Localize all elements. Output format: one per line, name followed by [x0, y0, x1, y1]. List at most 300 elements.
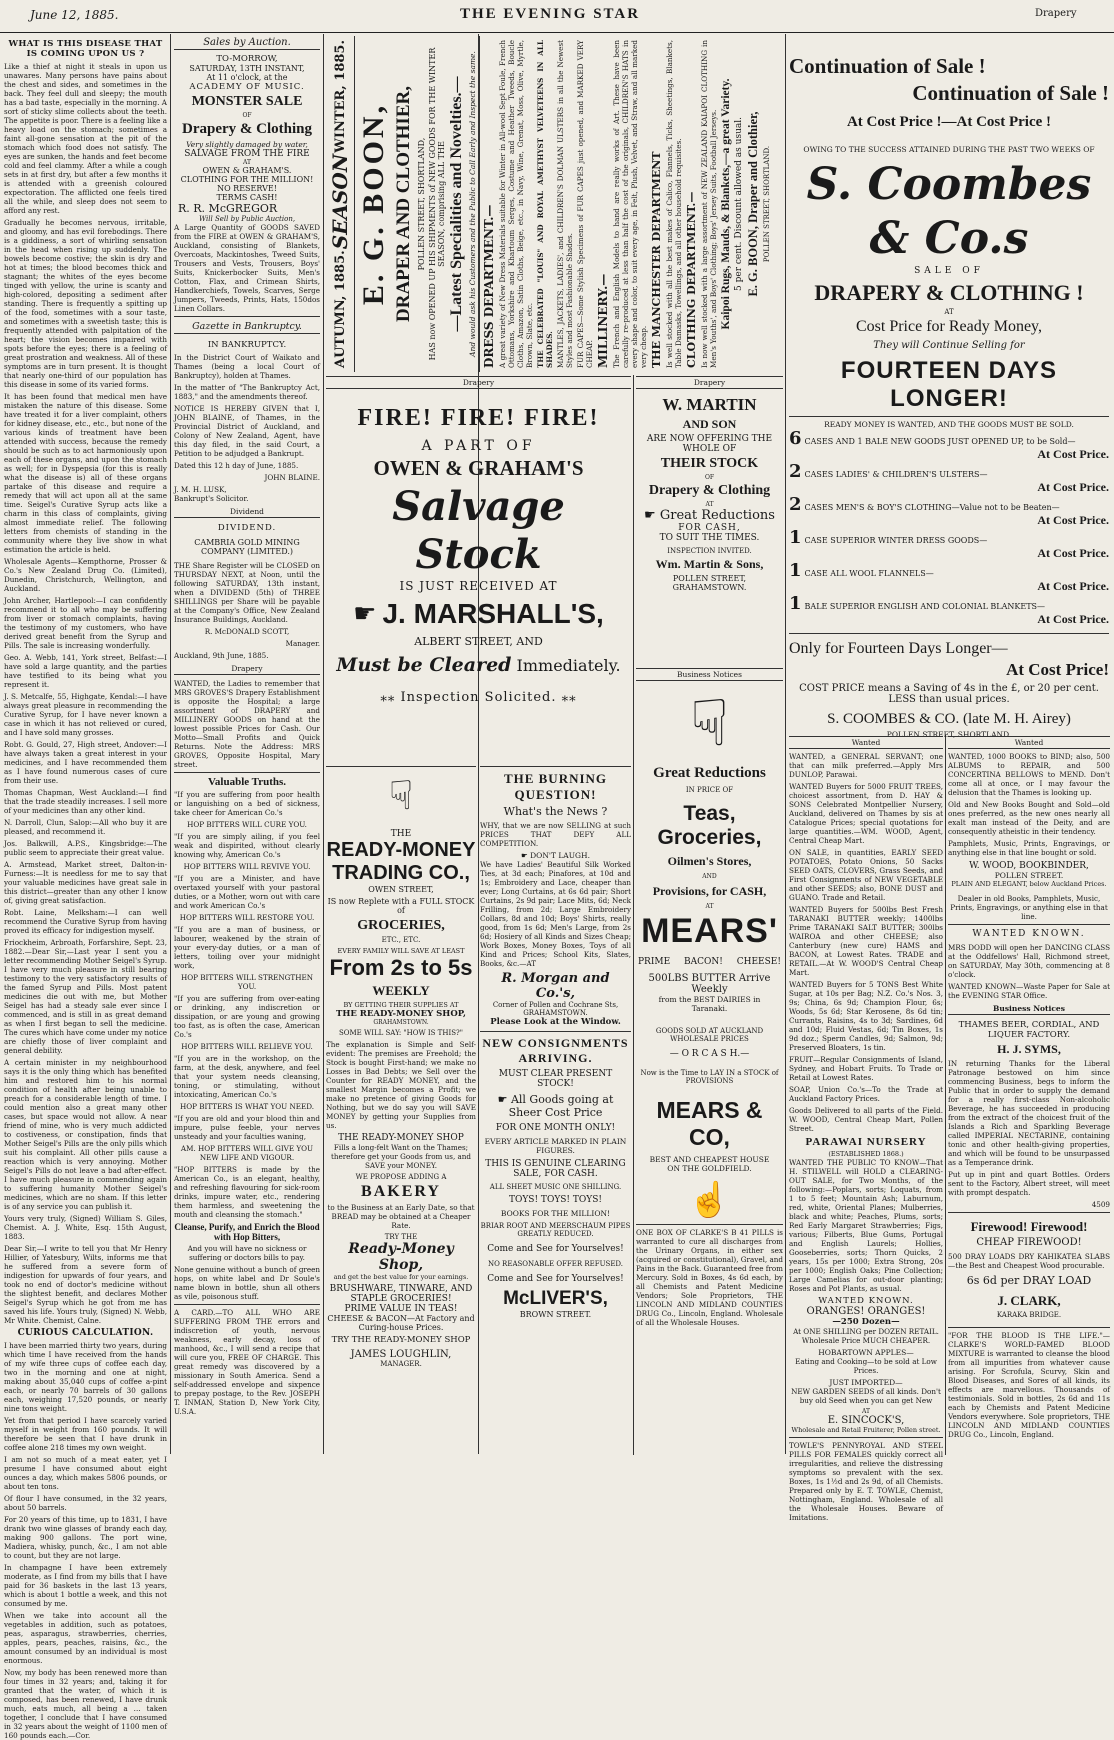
dividend-date: Auckland, 9th June, 1885.: [174, 651, 269, 660]
mears-butter: 500LBS BUTTER Arrive Weekly: [648, 973, 771, 995]
lot-number: 1: [789, 560, 802, 581]
martin-cash: FOR CASH,: [678, 523, 741, 533]
rm-bakery-text: to the Business at an Early Date, so that BREAD may be obtained at a Cheaper Rate.: [327, 1203, 475, 1230]
rm-bakery: BAKERY: [361, 1183, 441, 1200]
drapery-word: Drapery: [181, 121, 237, 137]
coombes-continuation2: Continuation of Sale !: [912, 81, 1109, 105]
cleanse-heading: Cleanse, Purify, and Enrich the Blood with Hop Bitters,: [174, 1222, 320, 1242]
testimonial: Thomas Chapman, West Auckland:—I find that the trade steadily increases. I sell more of your medicines than any other kind.: [4, 788, 167, 815]
martin-stock: THEIR STOCK: [660, 456, 759, 471]
at-word: AT: [861, 1408, 870, 1415]
coombes-name: S. Coombes & Co.s: [806, 159, 1092, 264]
calculation-title: CURIOUS CALCULATION.: [17, 1328, 154, 1338]
column-auctions: Sales by Auction. TO-MORROW, SATURDAY, 13TH INSTANT, At 11 o'clock, at the ACADEMY OF MUSIC. MONSTER SALE OF Drapery & Clothing Very slightly damaged by water, SALVAGE FROM THE FIRE AT OWEN & GRAHAM'S. CLOTHING FOR THE MILLION! NO RESERVE! TERMS CASH! R. R. McGREGOR Will Sell by Public Auction, A Large Quantity of GOODS SAVED from the FIRE at OWEN & GRAHAM'S, Auckland, consisting of Blankets, Overcoats, Mackintoshes, Tweed Suits, Trousers and Vests, Trousers, Boys' Suits, Knickerbocker Suits, Men's Cotton, Flax, and Crimean Shirts, Handkerchiefs, Towels, Scarves, Serge Jumpers, Tweeds, Prints, Hats, 150dos Linen Collars. Gazette in Bankruptcy. IN BANKRUPTCY. In the District Court of Waikato and Thames (being a local Court of Bankruptcy), holden at Thames. In the matter of "The Bankruptcy Act, 1883," and the amendments thereof. NOTICE IS HEREBY GIVEN that I, JOHN BLAINE, of Thames, in the Provincial District of Auckland, and Colony of New Zealand, Agent, have this day filed, in the said Court, a Petition to be adjudged a Bankrupt. Dated this 12 h day of June, 1885. JOHN BLAINE. J. M. H. LUSK, Bankrupt's Solicitor. Dividend DIVIDEND. CAMBRIA GOLD MINING COMPANY (LIMITED.) THE Share Register will be CLOSED on THURSDAY NEXT, at Noon, until the following SATURDAY, 13th instant, when a DIVIDEND (5th) of THREE SHILLINGS per Share will be payable at the Company's Office, New Zealand Insurance Buildings, Auckland. R. McDONALD SCOTT, Manager. Auckland, 9th June, 1885. Drapery WANTED, the Ladies to remember that MRS GROVES'S Drapery Establishment is opposite the Hospital; a large assortment of DRAPERY and MILLINERY GOODS on hand at the lowest possible Prices for Cash. Our Motto—Small Profits and Quick Returns. Note the Address: MRS GROVES, Opposite Hospital, Mary street. Valuable Truths. "If you are suffering from poor health or languishing on a bed of sickness, take cheer for American Co.'s HOP BITTERS WILL CURE YOU. "If you are simply ailing, if you feel weak and dispirited, without clearly knowing why, American Co.'s HOP BITTERS WILL REVIVE YOU. "If you are a Minister, and have overtaxed yourself with your pastoral duties, or a Mother, worn out with care and work American Co.'s HOP BITTERS WILL RESTORE YOU. "If you are a man of business, or labourer, weakened by the strain of your every-day duties, or a man of letters, toiling over your midnight work, HOP BITTERS WILL STRENGTHEN YOU. "If you are suffering from over-eating or drinking, any indiscretion or dissipation, or are young and growing too fast, as is often the case, American Co.'s HOP BITTERS WILL RELIEVE YOU. "If you are in the workshop, on the farm, at the desk, anywhere, and feel that your system needs cleansing, toning, or stimulating, without intoxicating, American Co.'s HOP BITTERS IS WHAT YOU NEED. "If you are old and your blood thin and impure, pulse feeble, your nerves unsteady and your faculties waning, AM. HOP BITTERS WILL GIVE YOU NEW LIFE AND VIGOUR. "HOP BITTERS is made by the American Co., is an elegant, healthy, and refreshing flavouring for sick-room drinks, impure water, etc., rendering them harmless, and sweetening the mouth and cleansing the stomach." Cleanse, Purify, and Enrich the Blood with Hop Bitters, And you will have no sickness or suffering or doctors bills to pay. None genuine without a bunch of green hops, on white label and Dr Soule's name blown in bottle, shun all others as vile, poisonous stuff. A CARD.—TO ALL WHO ARE SUFFERING FROM THE errors and indiscretion of youth, nervous weakness, early decay, loss of manhood, &c., I will send a recipe that will cure you, FREE OF CHARGE. This great remedy was discovered by a missionary in South America. Send a self-addressed envelope and sixpence to prepay postage, to the Rev. JOSEPH T. INMAN, Station D, New York City, U.S.A.: [174, 37, 320, 1416]
lot-number: 1: [789, 593, 802, 614]
auction-description: A Large Quantity of GOODS SAVED from the FIRE at OWEN & GRAHAM'S, Auckland, consisting of Blankets, Overcoats, Mackintoshes, Tweed Suits, Trousers and Vests, Trousers, Boys' Suits, Knickerbocker Suits, Men's Cotton, Flax, and Crimean Shirts, Handkerchiefs, Towels, Scarves, Serge Jumpers, Tweeds, Prints, Hats, 150dos Linen Collars.: [174, 223, 320, 313]
rm-try: TRY THE: [384, 1233, 418, 1241]
testimonial: A certain minister in my neighbourhood says it is the only thing which has benefited him and restored him to his normal condition of health after being unable to preach for a considerable length of time. I could mention also a great many other cases, but space would not allow. A near friend of mine, who is very much addicted to costiveness, or constipation, finds that Mother Seigel's Pills are the only pills which suit his complaint. All other pills cause a reaction which is very annoying. Mother Seigel's Pills do not leave a bad after-effect. I have much pleasure in commending again to suffering humanity Mother Seigel's medicines, which are no sham. If this letter is of any service you can publish it.: [4, 1058, 167, 1211]
coombes-continue: They will Continue Selling for: [873, 340, 1025, 351]
mears-prime: PRIME: [638, 957, 671, 967]
lot-line: [789, 428, 1109, 449]
imported-heading: JUST IMPORTED—: [829, 1378, 903, 1387]
coombes-lot: [789, 560, 1109, 594]
rm-propose: WE PROPOSE ADDING A: [355, 1173, 447, 1181]
coombes-lot: [789, 527, 1109, 561]
boon-latest: —Latest Specialities and Novelties.—: [448, 76, 465, 332]
rm-question: SOME WILL SAY: "HOW IS THIS?": [338, 1029, 463, 1037]
coombes-at-cost: At Cost Price!: [1006, 660, 1109, 679]
martin-reductions: Great Reductions: [659, 508, 775, 523]
mears-lay-in: Now is the Time to LAY IN a STOCK of PROVISIONS: [640, 1069, 779, 1085]
pointing-hand-icon: ☟: [388, 773, 414, 819]
burn-figures: EVERY ARTICLE MARKED IN PLAIN FIGURES.: [484, 1137, 627, 1155]
hop-bitters-text: "If you are suffering from over-eating or drinking, any indiscretion or dissipation, or are young and growing too fast, as is often the case, American Co.'s: [174, 994, 320, 1039]
waste-paper: WANTED KNOWN—Waste Paper for Sale at the EVENING STAR Office.: [948, 982, 1110, 1000]
mears-name: MEARS': [641, 912, 778, 950]
burn-corner: Corner of Pollen and Cochrane Sts, GRAHAMSTOWN.: [492, 1001, 619, 1017]
burn-window: Please Look at the Window.: [490, 1017, 621, 1027]
mears-provisions: Provisions, for CASH,: [652, 884, 767, 898]
coombes-drapery: DRAPERY & CLOTHING !: [814, 280, 1084, 305]
immediately: Immediately.: [516, 656, 621, 675]
fruit-notice: FRUIT—Regular Consignments of Island, Sydney, and Hobart Fruits. To Trade or Retail at Lowest Rates.: [789, 1055, 943, 1082]
hop-bitters-claim: HOP BITTERS WILL CURE YOU.: [187, 820, 307, 829]
wanted-column-2: [948, 736, 1110, 1457]
firewood-heading: Firewood! Firewood!: [970, 1219, 1088, 1234]
martin-times: TO SUIT THE TIMES.: [659, 533, 760, 543]
asterisk-icon: ⁎⁎: [380, 690, 396, 705]
lot-description: BALE SUPERIOR ENGLISH AND COLONIAL BLANKETS—: [804, 602, 1046, 611]
lot-description: CASES MEN'S & BOY'S CLOTHING—Value not to be Beaten—: [804, 503, 1060, 512]
coombes-cost-price: At Cost Price !—At Cost Price !: [846, 114, 1052, 130]
boon-footer: E. G. BOON, Draper and Clothier,: [746, 111, 760, 297]
rm-shop3: Ready-Money Shop,: [348, 1241, 454, 1273]
dancing-class: MRS DODD will open her DANCING CLASS at the Oddfellows' Hall, Richmond street, on SATURDAY, May 30th, commencing at 8 o'clock.: [948, 943, 1110, 979]
pointing-hand-icon: ☛: [353, 599, 377, 629]
boon-kaiapoi: Kaipoi Rugs, Mauds, & Blankets,—a great Variety.: [720, 78, 732, 330]
apples-heading: HOBARTOWN APPLES—: [818, 1348, 914, 1357]
lot-cost-price: At Cost Price.: [1037, 513, 1109, 527]
lot-description: CASE SUPERIOR WINTER DRESS GOODS—: [804, 536, 988, 545]
lot-number: 1: [789, 527, 802, 548]
column-rule: [633, 375, 634, 1455]
boon-opening: HAS now OPENED UP HIS SHIPMENTS of NEW GOODS FOR THE WINTER SEASON, comprising ALL THE: [428, 47, 446, 361]
rm-explanation: The explanation is Simple and Self-evident: The premises are Freehold; the Stock is bought First-hand; we make no Losses in Bad Debts; we Sell over the Counter for READY MONEY, and the smallest Margin becomes a Profit; we make no pretence of giving Goods for Nothing, but we do say you will SAVE MONEY by getting your Supplies from us.: [326, 1040, 476, 1130]
testimonial: N. Darroll, Clun, Salop:—All who buy it are pleased, and recommend it.: [4, 818, 167, 836]
pointing-hand-icon: ☛: [644, 508, 656, 523]
burn-pipes: BRIAR ROOT AND MEERSCHAUM PIPES GREATLY REDUCED.: [480, 1222, 631, 1238]
bankruptcy-notice: NOTICE IS HEREBY GIVEN that I, JOHN BLAINE, of Thames, in the Provincial District of Auckland, and Colony of New Zealand, Agent, have this day filed, in the said Court, a Petition to be adjudged a Bankrupt.: [174, 404, 320, 458]
auction-day: TO-MORROW,: [216, 54, 278, 64]
lot-line: [789, 461, 1109, 482]
testimonial: John Archer, Hartlepool:—I can confidently recommend it to all who may be suffering from liver or stomach complaints, having the testimony of my customers, who have derived great benefit from the Syrup and Pills. The sale is increasing wonderfully.: [4, 596, 167, 650]
rm-want: Fills a long-felt Want on the Thames; therefore get your Goods from us, and SAVE your MONEY.: [330, 1143, 472, 1170]
bookbinder-name: W. WOOD, BOOKBINDER,: [969, 861, 1089, 871]
masthead: [0, 0, 1114, 33]
rm-manager-name: JAMES LOUGHLIN,: [350, 1349, 452, 1360]
boon-velvet: THE CELEBRATED "LOUIS" AND ROYAL AMETHYST VELVETEENS IN ALL SHADES.: [536, 40, 554, 368]
issue-date: June 12, 1885.: [30, 8, 119, 22]
article-paragraph: Like a thief at night it steals in upon us unawares. Many persons have pains about the chest and sides, and sometimes in the back. They feel dull and sleepy; the mouth has a bad taste, especially in the morning. A sort of sticky slime collects about the teeth. The appetite is poor. There is a feeling like a heavy load on the stomach; sometimes a faint all-gone sensation at the pit of the stomach which food does not satisfy. The eyes are sunken, the hands and feet become cold and feel clammy. After a while a cough sets in at first dry, but after a few months it is attended with a greenish coloured expectoration. The afflicted one feels tired all the while, and sleep does not seem to afford any rest.: [4, 62, 167, 215]
mears-or-cash: — O R C A S H.—: [669, 1049, 750, 1059]
section-heading: Wanted: [789, 737, 943, 749]
calculation-paragraph: I have been married thirty two years, during which time I have received from the hands of my wife three cups of coffee each day, two in the morning and one at night, making about 35,040 cups of coffee a-pint each, or nearly 70 barrels of 30 gallons each, weighing 17,520 pounds, or nearly nine tons weight.: [4, 1341, 167, 1413]
coombes-ready-money: Cost Price for Ready Money,: [855, 318, 1043, 335]
testimonial: Jos. Balkwill, A.P.S., Kingsbridge:—The public seem to appreciate their great value.: [4, 839, 167, 857]
hop-bitters-text: "If you are in the workshop, on the farm, at the desk, anywhere, and feel that your system needs cleansing, toning, or stimulating, without intoxicating, American Co.'s: [174, 1054, 320, 1099]
rm-price: From 2s to 5s: [329, 955, 473, 980]
fire-received: IS JUST RECEIVED AT: [399, 579, 558, 593]
mears-best: BEST AND CHEAPEST HOUSE: [649, 1155, 770, 1164]
boon-clothing-text: Is now well stocked with a large assortment of NEW ZEALAND KAIAPOI CLOTHING in Men's Youths', and Boys' Clothing; Boys' Jersey Suits, Football Jerseys.: [700, 40, 718, 368]
lot-cost-price: At Cost Price.: [1037, 546, 1109, 560]
boon-manchester-heading: THE MANCHESTER DEPARTMENT: [650, 151, 663, 368]
apples-text: Eating and Cooking—to be sold at Low Prices.: [795, 1357, 937, 1375]
must-be-cleared: Must be Cleared: [336, 654, 512, 676]
boon-clothing-heading: CLOTHING DEPARTMENT.—: [685, 191, 698, 368]
burn-title: THE BURNING QUESTION!: [503, 771, 608, 802]
auction-reserve: NO RESERVE!: [217, 184, 277, 193]
martin-drapery: Drapery & Clothing: [648, 483, 771, 498]
calculation-paragraph: I am not so much of a meat eater, yet I presume I have consumed about eight ounces a day, which makes 5806 pounds, or about ten tons.: [4, 1455, 167, 1491]
rm-etc: ETC., ETC.: [381, 936, 421, 944]
wanted-known-heading: WANTED KNOWN.: [972, 929, 1086, 939]
martin-of: OF: [704, 474, 715, 481]
mears-cheese: CHEESE!: [736, 957, 781, 967]
testimonial: A. Armstead, Market street, Dalton-in-Furness:—It is needless for me to say that your valuable medicines have great sale in this district—greater than any other I know of, giving great satisfaction.: [4, 860, 167, 905]
dividend-manager: R. McDONALD SCOTT,: [204, 627, 290, 636]
card-ad: A CARD.—TO ALL WHO ARE SUFFERING FROM THE errors and indiscretion of youth, nervous weakness, early decay, loss of manhood, &c., I will send a recipe that will cure you, FREE OF CHARGE. This great remedy was discovered by a missionary in South America. Send a self-addressed envelope and sixpence to prepay postage, to the Rev. JOSEPH T. INMAN, Station D, New York City, U.S.A.: [174, 1308, 320, 1416]
rm-title: READY-MONEY: [326, 839, 476, 861]
article-paragraph: Gradually he becomes nervous, irritable, and gloomy, and has evil forebodings. There is a giddiness, a sort of whirling sensation in the head when rising up suddenly. The bowels become costive; the skin is dry and hot at times; the blood becomes thick and stagnant; the whites of the eyes become tinged with yellow, the urine is scanty and high-colored, depositing a sediment after standing. There is frequently a spitting up of the food, sometimes with a sour taste, and sometimes with a sweetish taste; this is frequently attended with palpitation of the heart; the vision becomes impaired with spots before the eyes; there is a feeling of great prostration and weakness. All of these symptoms are in turn present. It is thought that nearly one-third of our population has this disease in some of its varied forms.: [4, 218, 167, 389]
burn-come: Come and See for Yourselves!: [487, 1244, 624, 1254]
section-label: Drapery: [1035, 8, 1077, 19]
oranges-quantity: —250 Dozen—: [832, 1317, 900, 1327]
boon-millinery-heading: MILLINERY.—: [596, 273, 610, 368]
mears-price: IN PRICE OF: [685, 786, 734, 794]
wanted-known-heading: WANTED KNOWN.: [818, 1296, 914, 1306]
coombes-saving: COST PRICE means a Saving of 4s in the £, or 20 per cent. LESS than usual prices.: [799, 683, 1099, 705]
burn-news: What's the News ?: [503, 805, 608, 818]
rm-stock: IS now Replete with a FULL STOCK of: [327, 897, 475, 915]
auctioneer-name: R. R. McGREGOR: [178, 202, 278, 215]
factory-title: THAMES BEER, CORDIAL, AND LIQUER FACTORY.: [958, 1020, 1100, 1040]
hop-bitters-text: "If you are a Minister, and have overtaxed yourself with your pastoral duties, or a Mother, worn out with care and work American Co.'s: [174, 874, 320, 910]
lot-line: [789, 593, 1109, 614]
boon-footer-address: POLLEN STREET, SHORTLAND.: [763, 145, 771, 263]
article-title: WHAT IS THIS DISEASE THAT IS COMING UPON US ?: [8, 39, 163, 59]
martin-town: GRAHAMSTOWN.: [672, 583, 747, 592]
hop-bitters-text: "If you are simply ailing, if you feel weak and dispirited, without clearly knowing why, American Co.'s: [174, 832, 320, 859]
solicitor-role: Bankrupt's Solicitor.: [174, 494, 249, 503]
lot-cost-price: At Cost Price.: [1037, 447, 1109, 461]
martin-son: AND SON: [682, 417, 737, 431]
coombes-footer: S. COOMBES & CO. (late M. H. Airey): [827, 711, 1071, 727]
coombes-owing: OWING TO THE SUCCESS ATTAINED DURING THE PAST TWO WEEKS OF: [803, 145, 1095, 154]
hop-bitters-claim: HOP BITTERS WILL STRENGTHEN YOU.: [180, 973, 314, 991]
coombes-at: AT: [944, 308, 954, 316]
rm-title2: TRADING CO.,: [332, 862, 470, 884]
rm-town: GRAHAMSTOWN.: [373, 1019, 429, 1026]
cleanse-sub: And you will have no sickness or suffering or doctors bills to pay.: [187, 1244, 307, 1262]
firewood-price: 6s 6d per DRAY LOAD: [966, 1274, 1092, 1287]
sincock-name: E. SINCOCK'S,: [827, 1415, 905, 1426]
on-sale-seeds: ON SALE, in quantities, EARLY SEED POTATOES, Potato Onions, 50 Sacks SEED OATS, CLOVERS, Grass Seeds, and First Consignments of NEW VEGETABLE and other SEEDS; also, BONE DUST and GUANO. Trade and Retail.: [789, 848, 943, 902]
boon-trade: DRAPER AND CLOTHIER,: [393, 86, 414, 322]
column-rule: [323, 34, 324, 1454]
salvage-line: SALVAGE FROM THE FIRE: [184, 149, 310, 159]
clark-name: J. CLARK,: [997, 1293, 1061, 1308]
fire-ad: [326, 376, 631, 763]
hop-bitters-claim: AM. HOP BITTERS WILL GIVE YOU NEW LIFE AND VIGOUR.: [180, 1144, 314, 1162]
fire-headline: FIRE! FIRE! FIRE!: [357, 405, 600, 431]
coombes-lots: [789, 428, 1109, 627]
clark-address: KARAKA BRIDGE.: [996, 1311, 1062, 1319]
hop-bitters-text: "If you are a man of business, or labourer, weakened by the strain of your every-day duties, or a man of letters, toiling over your midnight work,: [174, 925, 320, 970]
calculation-paragraph: When we take into account all the vegetables in addition, such as potatoes, peas, asparagus, strawberries, cherries, apples, pears, peaches, raisins, &c., the amount consumed by an individual is most enormous.: [4, 1611, 167, 1665]
coombes-lot: [789, 593, 1109, 627]
hop-bitters-text: "If you are old and your blood thin and impure, pulse feeble, your nerves unsteady and your faculties waning,: [174, 1114, 320, 1141]
section-heading: Drapery: [174, 663, 320, 675]
burn-goods: All Goods going at Sheer Cost Price: [508, 1093, 614, 1119]
burn-books: BOOKS FOR THE MILLION!: [500, 1209, 611, 1218]
dividend-notice: THE Share Register will be CLOSED on THURSDAY NEXT, at Noon, until the following SATURDAY, 13th instant, when a DIVIDEND (5th) of THREE SHILLINGS per Share will be payable at the Company's Office, New Zealand Insurance Buildings, Auckland.: [174, 561, 320, 624]
lot-description: CASES LADIES' & CHILDREN'S ULSTERS—: [804, 470, 988, 479]
boon-dress-heading: DRESS DEPARTMENT.—: [482, 204, 496, 368]
martin-name: W. MARTIN: [662, 395, 757, 414]
lot-line: [789, 494, 1109, 515]
testimonial: J. S. Metcalfe, 55, Highgate, Kendal:—I have always great pleasure in recommending the Curative Syrup, for I have never known a case in which it has not relieved or cured, and I have sold many grosses.: [4, 692, 167, 737]
seeds-text: NEW GARDEN SEEDS of all kinds. Don't buy old Seed when you can get New: [791, 1387, 941, 1405]
coombes-continuation: Continuation of Sale !: [789, 54, 986, 78]
oranges-heading: ORANGES! ORANGES!: [806, 1306, 926, 1317]
testimonial: Dear Sir,—I write to tell you that Mr Henry Hillier, of Yatesbury, Wilts, informs me that he suffered from a severe form of indigestion for upwards of four years, and took no end of doctor's medicine without the slightest benefit, and declares Mother Seigel's Syrup which he got from me has saved his life. Yours truly, (Signed) N. Webb, Mr White. Chemist, Calne.: [4, 1244, 167, 1325]
column-rule: [170, 34, 171, 1454]
mears-at: AT: [705, 903, 714, 910]
column-rule: [945, 735, 946, 1455]
hop-bitters-claim: HOP BITTERS WILL RELIEVE YOU.: [181, 1042, 313, 1051]
lot-description: CASE ALL WOOL FLANNELS—: [804, 569, 934, 578]
dividend-heading: DIVIDEND.: [217, 523, 277, 533]
boon-fur: FUR CAPES—Some Stylish Specimens of FUR CAPES just opened, and MARKED VERY CHEAP.: [576, 40, 594, 368]
calculation-paragraph: Of flour I have consumed, in the 32 years, about 50 barrels.: [4, 1494, 167, 1512]
auction-of: OF: [242, 112, 252, 119]
burn-morgan: R. Morgan and Co.'s,: [501, 971, 610, 1001]
books-bought: Old and New Books Bought and Sold—old ones preferred, as the new ones nearly all exalt man instead of the Deity, and are consequently atheistic in their tendency.: [948, 800, 1110, 836]
rm-supplies: BY GETTING THEIR SUPPLIES AT: [343, 1001, 459, 1009]
towles-pills-ad: TOWLE'S PENNYROYAL AND STEEL PILLS FOR FEMALES quickly correct all irregularities, and relieve the distressing symptoms so prevalent with the sex. Boxes, 1s 1½d and 2s 9d, of all Chemists. Prepared only by E. T. TOWLE, Chemist, Nottingham, England. Wholesale of all the Wholesale Houses. Beware of Imitations.: [789, 1441, 943, 1522]
rm-try2: TRY THE READY-MONEY SHOP: [331, 1335, 471, 1345]
testimonial: Geo. A. Webb, 141, York street, Belfast:—I have sold a large quantity, and the parties have testified to its being what you represent it.: [4, 653, 167, 689]
lot-cost-price: At Cost Price.: [1037, 480, 1109, 494]
wanted-servant: WANTED, a GENERAL SERVANT; one that can milk preferred.—Apply Mrs DUNLOP, Parawai.: [789, 752, 943, 779]
firewood-cheap: CHEAP FIREWOOD!: [976, 1237, 1082, 1248]
martin-street: POLLEN STREET,: [672, 574, 747, 583]
boon-millinery-text: The French and English Models to hand are really works of Art. These have been carefully re-produced at less than half the cost of the originals, CHILDREN'S HATS in every shape and color, to suit every age, in Felt, Plush, Velvet, and Straw, and all marked very cheap.: [612, 40, 648, 368]
boon-winter: WINTER, 1885.: [332, 40, 348, 153]
mears-bacon: BACON!: [684, 957, 723, 967]
section-heading: Drapery: [326, 377, 631, 389]
testimonial: Robt. Laine, Melksham:—I can well recommend the Curative Syrup from having proved its efficacy for indigestion myself.: [4, 908, 167, 935]
mears-wholesale: GOODS SOLD AT AUCKLAND WHOLESALE PRICES: [655, 1027, 764, 1043]
lot-number: 6: [789, 428, 802, 449]
burn-laugh: DON'T LAUGH.: [530, 851, 590, 860]
mears-oilmen: Oilmen's Stores,: [667, 854, 752, 868]
sincock-desc: Wholesale and Retail Fruiterer, Pollen street.: [791, 1426, 941, 1434]
firewood-text: 500 DRAY LOADS DRY KAHIKATEA SLABS—the Best and Cheapest Wood procurable.: [948, 1252, 1110, 1270]
auction-venue: ACADEMY OF MUSIC.: [189, 82, 305, 92]
lot-line: [789, 527, 1109, 548]
boon-discount: 5 per cent. Discount allowed as usual.: [734, 117, 744, 291]
pointing-hand-icon: ☛: [521, 851, 528, 860]
martin-firm: Wm. Martin & Sons,: [655, 557, 764, 571]
article-paragraph: It has been found that medical men have mistaken the nature of this disease. Some have treated it for a liver complaint, others for kidney disease, etc., etc., but none of the various kinds of treatment have been attended with success, because the remedy should be such as to act harmoniously upon each of these organs, and upon the stomach as well; for in Dyspepsia (for this is really what the disease is) all of these organs partake of this disease and require a remedy that will act upon all at the same time. Seigel's Curative Syrup acts like a charm in this class of complaints, giving almost immediate relief. The following letters from chemists of standing in the community where they live show in what estimation the article is held.: [4, 392, 167, 554]
pointing-hand-icon: ☝: [688, 1180, 731, 1220]
auction-date: SATURDAY, 13TH INSTANT,: [189, 64, 305, 73]
bookbinder-dealer: Dealer in old Books, Pamphlets, Music, Prints, Engravings, or anything else in that line.: [950, 894, 1108, 921]
rm-street: OWEN STREET,: [368, 885, 434, 894]
dividend-company: CAMBRIA GOLD MINING COMPANY (LIMITED.): [194, 538, 300, 556]
fire-subhead: A PART OF: [421, 438, 536, 454]
mears-goldfield: ON THE GOLDFIELD.: [667, 1164, 752, 1173]
mcliver-address: BROWN STREET.: [519, 1310, 592, 1319]
auction-headline: MONSTER SALE: [191, 94, 303, 109]
fire-store: OWEN & GRAHAM'S: [373, 456, 584, 480]
article-paragraph: Wholesale Agents—Kempthorne, Prosser & Co.'s New Zealand Drug Co. (Limited), Dunedin, Christchurch, Wellington, and Auckland.: [4, 557, 167, 593]
coombes-fourteen-days: FOURTEEN DAYS LONGER!: [840, 357, 1058, 412]
bankruptcy-matter: In the matter of "The Bankruptcy Act, 1883," and the amendments thereof.: [174, 383, 320, 401]
bookbinder-street: POLLEN STREET.: [994, 871, 1064, 880]
lot-number: 2: [789, 494, 802, 515]
rm-cheese: CHEESE & BACON—At Factory and Curing-house Prices.: [327, 1314, 475, 1332]
burn-clear: MUST CLEAR PRESENT STOCK!: [498, 1069, 613, 1089]
pointing-hand-icon: ☛: [497, 1093, 508, 1106]
newspaper-title: THE EVENING STAR: [460, 6, 641, 22]
mears-ad: [636, 668, 783, 1457]
syms-orders: Put up in pint and quart Bottles. Orders sent to the Factory, Albert street, will meet with prompt despatch.: [948, 1170, 1110, 1197]
burn-toys: TOYS! TOYS! TOYS!: [508, 1195, 603, 1205]
coombes-ad: [789, 36, 1109, 739]
mears-and: AND: [702, 873, 717, 880]
hop-bitters-text: "HOP BITTERS is made by the American Co., is an elegant, healthy, and refreshing flavouring for sick-room drinks, impure water, etc., rendering them harmless, and sweetening the mouth and cleansing the stomach.": [174, 1165, 320, 1219]
martin-inspection: INSPECTION INVITED.: [667, 547, 752, 555]
nursery-sale: WANTED THE PUBLIC TO KNOW—That H. STILWELL will HOLD a CLEARING-OUT SALE, for Two Months, of the following:—Poplars, sorts; Loquats, from 1 to 5 feet; Mountain Ash; Laburnum, red, white, Oriental Planes; Mulberries, black and white; Peaches, Plums, sorts; Red Early Margaret Strawberries; Figs, various; Filberts, Blue Gums, Portugal and English Laurels; Hollies, Gooseberries, sorts; Thorn Quicks, 2 years, 15s per 1000; Extra Strong, 20s per 1000; English Oaks; Pine Collection; Large Camelias for out-door planting; Roses and Pot Plants, as usual.: [789, 1158, 943, 1293]
lot-description: CASES AND 1 BALE NEW GOODS JUST OPENED UP, to be Sold—: [804, 437, 1076, 446]
section-heading: Business Notices: [948, 1003, 1110, 1015]
calculation-paragraph: For 20 years of this time, up to 1831, I have drank two wine glasses of brandy each day, making 900 gallons. The port wine, Madiera, whisky, punch, &c., I am not able to count, but they are not large.: [4, 1515, 167, 1560]
at-word: AT: [242, 159, 251, 166]
section-heading: Dividend: [174, 506, 320, 518]
wanted-books: WANTED, 1000 BOOKS to BIND; also, 500 ALBUMS to REPAIR, and 500 CONCERTINA BELLOWS to MEND. Don't come all at once, or I may favour the delusion that the Thames is looking up.: [948, 752, 1110, 797]
hop-bitters-claim: HOP BITTERS WILL REVIVE YOU.: [183, 862, 311, 871]
coombes-sale-of: SALE OF: [914, 266, 984, 276]
rm-manager: MANAGER.: [380, 1360, 422, 1368]
column-rule: [785, 34, 786, 1454]
inspection-solicited: Inspection Solicited.: [400, 690, 557, 705]
boon-invite: And would ask his Customers and the Public to Call Early and Inspect the same.: [468, 36, 480, 372]
coombes-lot: [789, 494, 1109, 528]
hop-bitters-claim: HOP BITTERS WILL RESTORE YOU.: [179, 913, 315, 922]
rm-brushware: BRUSHWARE, TINWARE, AND STAPLE GROCERIES!: [329, 1284, 473, 1304]
mears-dairies: from the BEST DAIRIES in: [658, 995, 761, 1004]
column-health-article: [4, 36, 167, 1740]
nursery-established: (ESTABLISHED 1868.): [828, 1150, 904, 1158]
boon-mantle: MANTLES, JACKETS, LADIES', and CHILDREN'S DOLMAN ULSTERS in all the Newest Styles and most Fashionable Shades.: [556, 40, 574, 368]
rm-weekly: WEEKLY: [372, 983, 430, 998]
calculation-paragraph: In champagne I have been extremely moderate, as I find from my bills that I have paid for 36 baskets in the last 13 years, which is about 1 bottle a week, and this not consumed by me.: [4, 1563, 167, 1608]
lot-number: 2: [789, 461, 802, 482]
section-heading: Drapery: [636, 377, 783, 389]
clothing-word: Clothing: [256, 121, 312, 137]
auction-note: Very slightly damaged by water,: [186, 140, 308, 149]
martin-offering: ARE NOW OFFERING THE WHOLE OF: [646, 434, 773, 454]
burn-genuine: THIS IS GENUINE CLEARING SALE, FOR CASH.: [485, 1159, 626, 1179]
wanted-column-1: [789, 736, 943, 1522]
ready-money-ad: [326, 766, 476, 1457]
boon-name: E. G. BOON,: [357, 102, 390, 306]
dividend-role: Manager.: [285, 639, 320, 648]
boon-dress-text: A great variety of New Dress Materials suitable for Winter in All-wool Sept Foule, French Ottomans, Yorkshire and Khartoum Serges, Costume and Heather Tweeds, Boucle Cloths, Amazon, Satin Cloths, Beige, etc., in Navy, Wine, Grenat, Moss, Olive, Myrtle, Brown, Slate, etc.: [498, 40, 534, 368]
bankruptcy-court: In the District Court of Waikato and Thames (being a local Court of Bankruptcy), holden at Thames.: [174, 353, 320, 380]
valuable-truths-title: Valuable Truths.: [207, 776, 287, 788]
boon-autumn: AUTUMN, 1885.: [332, 250, 348, 368]
section-heading: Business Notices: [636, 669, 783, 681]
boon-season: SEASON: [328, 153, 352, 250]
section-heading: Gazette in Bankruptcy.: [174, 320, 320, 334]
rm-shop2: THE READY-MONEY SHOP: [338, 1133, 464, 1143]
burning-question-ad: [480, 766, 631, 1457]
mcliver-name: McLIVER'S,: [503, 1288, 608, 1309]
lot-line: [789, 560, 1109, 581]
wanted-butter: WANTED Buyers for 500lbs Best Fresh TARANAKI BUTTER weekly; 1400lbs Prime TARANAKI SALT BUTTER; 300lbs WAIROA and other CHEESE; also Canterbury (new cure) HAMS and BACON, at Lowest Rates. TRADE and RETAIL.—At W. WOOD'S Central Cheap Mart.: [789, 905, 943, 977]
blood-mixture-ad: "FOR THE BLOOD IS THE LIFE."—CLARKE'S WORLD-FAMED BLOOD MIXTURE is warranted to cleanse the blood from all impurities from whatever cause arising. For Scrofula, Scurvy, Skin and Blood Diseases, and Sores of all kinds, its effects are marvellous. Thousands of testimonials. Sold in bottles, 2s 6d and 11s each by Chemists and Patent Medicine Vendors everywhere. Sole proprietors, THE LINCOLN AND MIDLAND COUNTIES DRUG Co., Lincoln, England.: [948, 1331, 1110, 1439]
burn-offer: NO REASONABLE OFFER REFUSED.: [487, 1260, 624, 1268]
burn-music: ALL SHEET MUSIC ONE SHILLING.: [489, 1183, 622, 1191]
syms-text: IN returning Thanks for the Liberal Patronage bestowed on him since commencing Business, begs to inform the Public that in order to supply the demand for a really first-class Non-alcoholic Beverage, he has succeeded in producing from the extract of the choicest fruit of the Islands a Rich and Sparkling Beverage called IMPERIAL NECTARINE, containing tonic and other health-giving properties, and which will be found to be unsurpassed as a Temperance drink.: [948, 1059, 1110, 1167]
mears-co: MEARS & CO,: [656, 1097, 763, 1150]
rm-teas: PRIME VALUE IN TEAS!: [344, 1304, 458, 1314]
rm-value: and get the best value for your earnings.: [333, 1273, 469, 1281]
marshall-address: ALBERT STREET, AND: [414, 635, 543, 648]
martin-ad: [636, 376, 783, 667]
lot-cost-price: At Cost Price.: [1037, 612, 1109, 626]
wanted-sugar: WANTED Buyers for 5 TONS Best White Sugar, at 10s per Bag; N.Z. Co.'s Nos. 3, 9s; China, 6s 9d; Champion Flour, 6s; Woods, 5s 6d; Star Kerosene, 8s 6d tin; Currants, Raisins, 4s to 3d; Sardines, 6d and 10d; Fluid Vestas, 6d; Tin Boxes, 1s 9d doz.; Sperm Candles, 9d; Salmon, 9d; Preserved Bloaters, 1s tin.: [789, 980, 943, 1052]
soap-notice: SOAP, Union Co.'s—To the Trade at Auckland Factory Prices.: [789, 1085, 943, 1103]
auction-terms: TERMS CASH!: [216, 193, 278, 202]
burn-items: We have Ladies' Beautiful Silk Worked Ties, at 3d each; Pinafores, at 10d and 1s; Embroidery and Lace, cheaper than ever; Long Curtains, at 6s 6d pair; Short Curtains, 2s 9d pair; Lace Mits, 6d; Neck Frilling, from 2d; Large Embroidery Collars, 8d and 10d; Boys' Shirts, really good, from 1s 6d; Men's Large, from 2s 6d; Hosiery of all Kinds and Sizes Cheap; Work Boxes, Money Boxes, Toys of all Kind and Prices; School Kits, Slates, Books, &c.—AT: [480, 860, 631, 968]
calculation-paragraph: Yet from that period I have scarcely varied myself in weight from 160 pounds. It will therefore be seen that I have drunk in coffee alone 218 times my own weight.: [4, 1416, 167, 1452]
rm-the: THE: [390, 829, 412, 839]
groves-ad: WANTED, the Ladies to remember that MRS GROVES'S Drapery Establishment is opposite the Hospital; a large assortment of DRAPERY and MILLINERY GOODS on hand at the lowest possible Prices for Cash. Our Motto—Small Profits and Quick Returns. Note the Address: MRS GROVES, Opposite Hospital, Mary street.: [174, 679, 320, 769]
martin-at: AT: [705, 501, 714, 508]
burn-month: FOR ONE MONTH ONLY!: [495, 1123, 616, 1133]
testimonial: Yours very truly, (Signed) William S. Giles, Chemist. A. J. White, Esq. 15th August, 1883.: [4, 1214, 167, 1241]
coombes-lot: [789, 428, 1109, 462]
wanted-fruit-trees: WANTED Buyers for 5000 FRUIT TREES, choicest assortment, from D. HAY & SONS Celebrated Montpellier Nursery, Auckland, delivered on Thames by sis at Catalogue Prices; special quotations for large quantities.—WM. WOOD, Agent, Central Cheap Mart.: [789, 782, 943, 845]
mears-teas: Teas, Groceries,: [657, 802, 762, 849]
coombes-ready-wanted: READY MONEY IS WANTED, AND THE GOODS MUST BE SOLD.: [824, 420, 1074, 429]
delivery-notice: Goods Delivered to all parts of the Field. W. WOOD, Central Cheap Mart, Pollen Street.: [789, 1106, 943, 1133]
bankruptcy-date: Dated this 12 h day of June, 1885.: [174, 461, 299, 470]
asterisk-icon: ⁎⁎: [561, 690, 577, 705]
coombes-lot: [789, 461, 1109, 495]
burn-consignments: NEW CONSIGNMENTS ARRIVING.: [482, 1036, 629, 1065]
pointing-hand-icon: ☟: [690, 687, 729, 761]
clarkes-pills-ad: ONE BOX OF CLARKE'S B 41 PILLS is warranted to cure all discharges from the Urinary Organs, in either sex (acquired or constitutional), Gravel, and Pains in the Back. Guaranteed free from Mercury. Sold in Boxes, 4s 6d each, by all Chemists and Patent Medicine Vendors; Sole Proprietors, THE LINCOLN AND MIDLAND COUNTIES DRUG Co., Lincoln, England. Wholesale of all the Wholesale Houses.: [636, 1228, 783, 1327]
section-heading: Sales by Auction.: [174, 36, 320, 50]
calculation-paragraph: Now, my body has been renewed more than four times in 32 years; and, taking it for granted that the water, of which it is composed, has been renewed, I have drunk much, eats much, all being a ... taken together, I conclude that I have consumed in 32 years about the weight of 1100 men of 160 pounds each.—Cor.: [4, 1668, 167, 1740]
boon-manchester-text: Is well stocked with all the best makes of Calico, Flannels, Ticks, Sheetings, Blankets, Table Damasks, Towellings, and all other household requisites.: [665, 40, 683, 368]
